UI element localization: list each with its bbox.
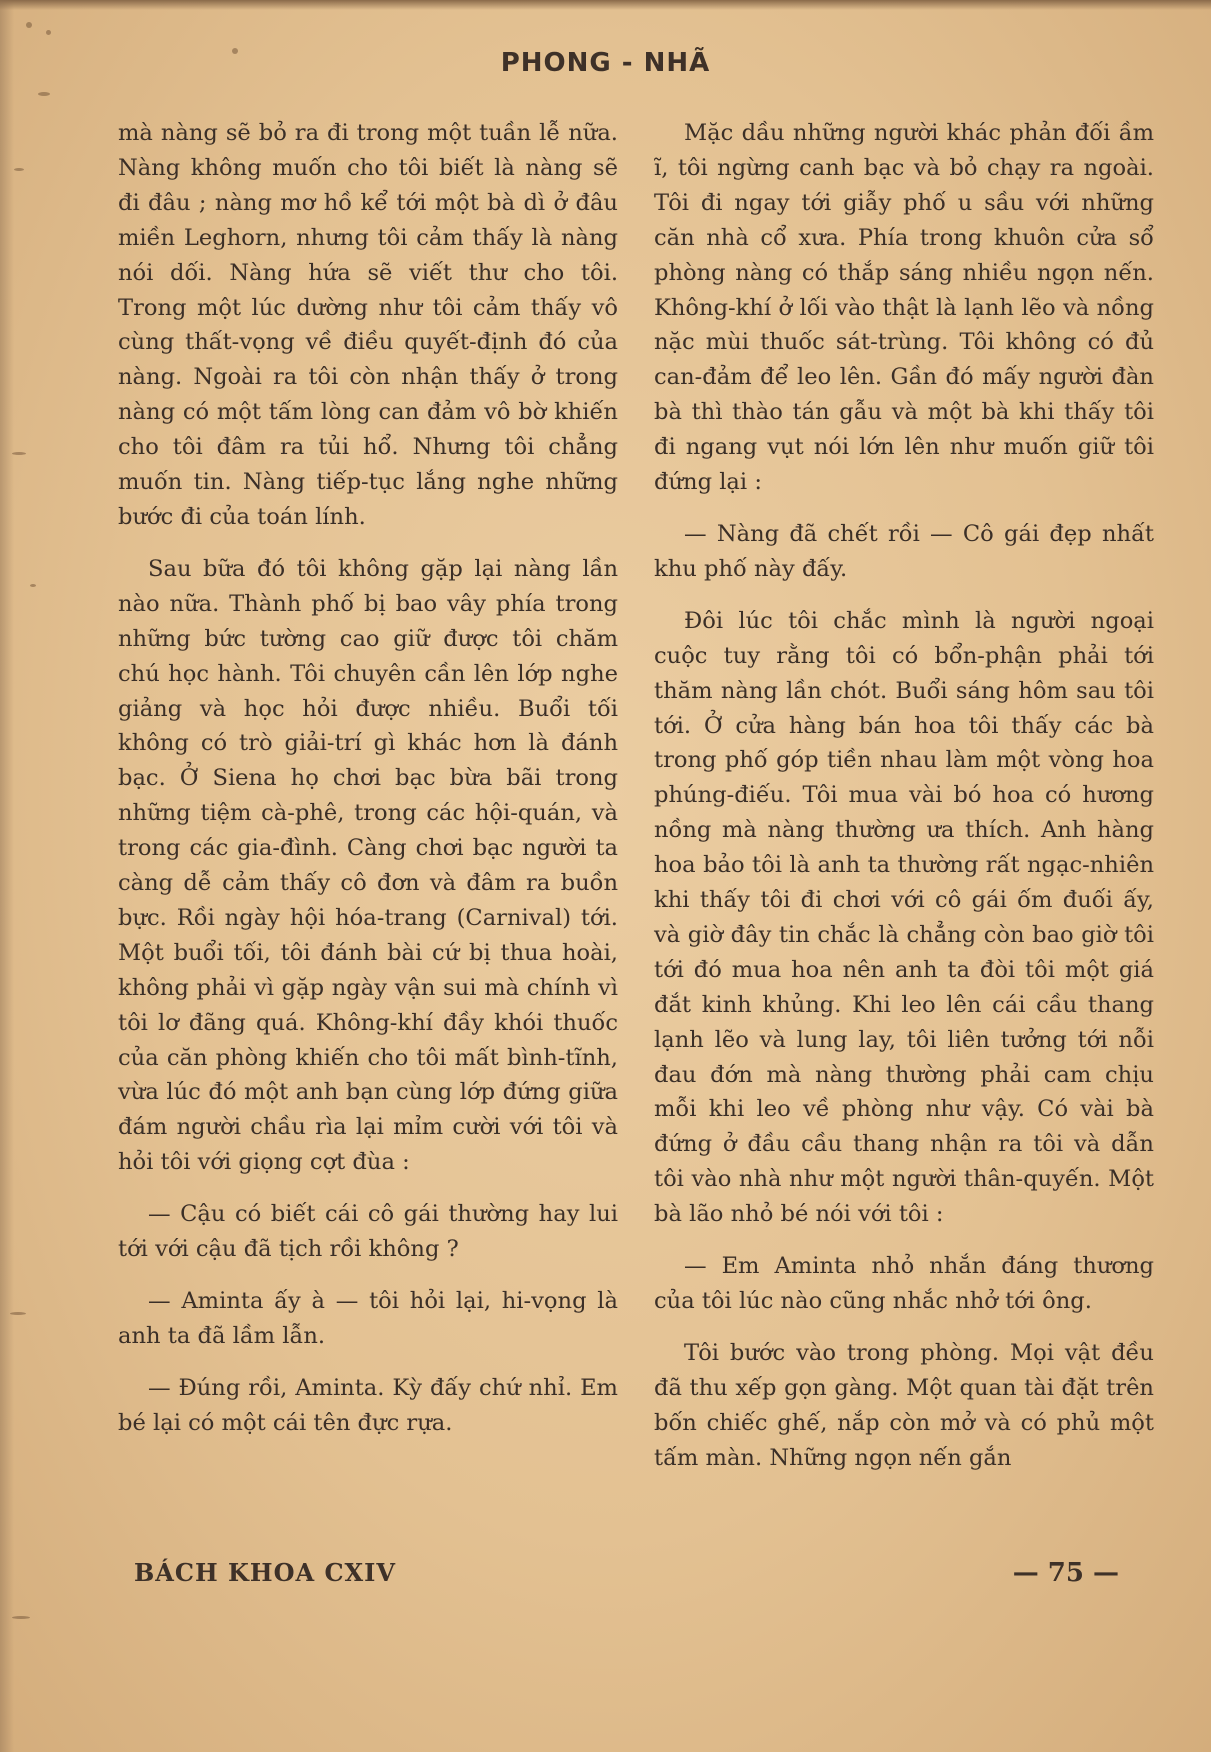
ink-speck — [26, 22, 32, 28]
ink-speck — [30, 584, 36, 587]
dialogue-paragraph: — Đúng rồi, Aminta. Kỳ đấy chứ nhỉ. Em bé lại có một cái tên đực rựa. — [118, 1374, 618, 1436]
ink-speck — [12, 452, 26, 455]
paragraph: Tôi bước vào trong phòng. Mọi vật đều đã thu xếp gọn gàng. Một quan tài đặt trên bốn chiếc ghế, nắp còn mở và có phủ một tấm màn. Những ngọn nến gắn — [654, 1339, 1154, 1471]
ink-speck — [46, 30, 51, 35]
dialogue-paragraph: — Aminta ấy à — tôi hỏi lại, hi-vọng là anh ta đã lầm lẫn. — [118, 1288, 618, 1349]
paragraph: Sau bữa đó tôi không gặp lại nàng lần nào nữa. Thành phố bị bao vây phía trong những bức tường cao giữ được tôi chăm chú học hành. Tôi chuyên cần lên lớp nghe giảng và học hỏi được nhiều. Buổi tối không có trò giải-trí gì khác hơn là đánh bạc. Ở Siena họ chơi bạc bừa bãi trong những tiệm cà-phê, trong các hội-quán, và trong các gia-đình. Càng chơi bạc người ta càng dễ cảm thấy cô đơn và đâm ra buồn bực. Rồi ngày hội hóa-trang (Carnival) tới. Một buổi tối, tôi đánh bài cứ bị thua hoài, không phải vì gặp ngày vận sui mà chính vì tôi lơ đãng quá. Không-khí đầy khói thuốc của căn phòng khiến cho tôi mất bình-tĩnh, vừa lúc đó một anh bạn cùng lớp đứng giữa đám người chầu rìa lại mỉm cười với tôi và hỏi tôi với giọng cợt đùa : — [118, 555, 618, 1176]
ink-speck — [12, 1616, 30, 1619]
page-left-edge — [0, 0, 14, 1752]
left-column — [118, 116, 618, 1441]
paragraph: Mặc dầu những người khác phản đối ầm ĩ, tôi ngừng canh bạc và bỏ chạy ra ngoài. Tôi đi ngay tới giẫy phố u sầu với những căn nhà cổ xưa. Phía trong khuôn cửa sổ phòng nàng có thắp sáng nhiều ngọn nến. Không-khí ở lối vào thật là lạnh lẽo và nồng nặc mùi thuốc sát-trùng. Tôi không có đủ can-đảm để leo lên. Gần đó mấy người đàn bà thì thào tán gẫu và một bà khi thấy tôi đi ngang vụt nói lớn lên như muốn giữ tôi đứng lại : — [654, 120, 1154, 496]
paragraph: Đôi lúc tôi chắc mình là người ngoại cuộc tuy rằng tôi có bổn-phận phải tới thăm nàng lần chót. Buổi sáng hôm sau tôi tới. Ở cửa hàng bán hoa tôi thấy các bà trong phố góp tiền nhau làm một vòng hoa phúng-điếu. Tôi mua vài bó hoa có hương nồng mà nàng thường ưa thích. Anh hàng hoa bảo tôi là anh ta thường rất ngạc-nhiên khi thấy tôi đi chơi với cô gái ốm đuối ấy, và giờ đây tin chắc là chẳng còn bao giờ tôi tới đó mua hoa nên anh ta đòi tôi một giá đắt kinh khủng. Khi leo lên cái cầu thang lạnh lẽo và lung lay, tôi liên tưởng tới nỗi đau đớn mà nàng thường phải cam chịu mỗi khi leo về phòng như vậy. Có vài bà đứng ở đầu cầu thang nhận ra tôi và dẫn tôi vào nhà như một người thân-quyến. Một bà lão nhỏ bé nói với tôi : — [654, 607, 1154, 1228]
page-top-edge — [0, 0, 1211, 10]
dialogue-paragraph: — Nàng đã chết rồi — Cô gái đẹp nhất khu phố này đấy. — [654, 520, 1154, 582]
dialogue-paragraph: — Cậu có biết cái cô gái thường hay lui tới với cậu đã tịch rồi không ? — [118, 1201, 618, 1263]
magazine-issue: BÁCH KHOA CXIV — [134, 1558, 397, 1587]
page-number: — 75 — — [1012, 1558, 1119, 1588]
ink-speck — [14, 168, 24, 171]
paragraph: mà nàng sẽ bỏ ra đi trong một tuần lễ nữa. Nàng không muốn cho tôi biết là nàng sẽ đi đâu ; nàng mơ hồ kể tới một bà dì ở đâu miền Leghorn, nhưng tôi cảm thấy là nàng nói dối. Nàng hứa sẽ viết thư cho tôi. Trong một lúc dường như tôi cảm thấy vô cùng thất-vọng về điều quyết-định đó của nàng. Ngoài ra tôi còn nhận thấy ở trong nàng có một tấm lòng can đảm vô bờ khiến cho tôi đâm ra tủi hổ. Nhưng tôi chẳng muốn tin. Nàng tiếp-tục lắng nghe những bước đi của toán lính. — [118, 120, 618, 530]
dialogue-paragraph: — Em Aminta nhỏ nhắn đáng thương của tôi lúc nào cũng nhắc nhở tới ông. — [654, 1253, 1154, 1314]
ink-speck — [38, 92, 50, 96]
running-head: PHONG - NHÃ — [500, 48, 711, 78]
right-column — [654, 116, 1154, 1476]
ink-speck — [10, 1312, 26, 1315]
